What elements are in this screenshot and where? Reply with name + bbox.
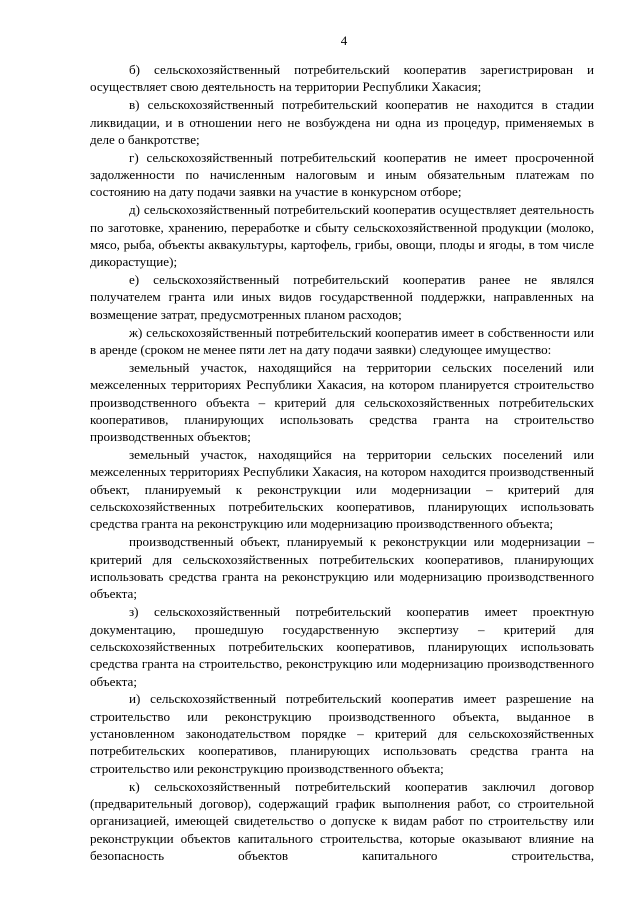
paragraph-zh: ж) сельскохозяйственный потребительский кооператив имеет в собственности или в аренде (сроком не менее пяти лет на дату подачи заявки) следующее имущество: (90, 324, 594, 357)
page-number: 4 (340, 33, 348, 48)
document-body (90, 61, 594, 865)
paragraph-d: д) сельскохозяйственный потребительский кооператив осуществляет деятельность по заготовке, хранению, переработке и сбыту сельскохозяйственной продукции (молоко, мясо, рыба, объекты аквакультуры, картофель, грибы, овощи, плоды и ягоды, в том числе дикорастущие); (90, 202, 594, 270)
paragraph-e: е) сельскохозяйственный потребительский кооператив ранее не являлся получателем гранта или иных видов государственной поддержки, направленных на возмещение затрат, предусмотренных планом расходов; (90, 272, 594, 322)
paragraph-land-plot-reconstruction: земельный участок, находящийся на территории сельских поселений или межселенных территориях Республики Хакасия, на котором находится производственный объект, планируемый к реконструкции или модернизации – критерий для сельскохозяйственных потребительских кооперативов, планирующих использовать средства гранта на реконструкцию или модернизацию производственного объекта; (90, 447, 594, 532)
paragraph-land-plot-construction: земельный участок, находящийся на территории сельских поселений или межселенных территориях Республики Хакасия, на котором планируется строительство производственного объекта – критерий для сельскохозяйственных потребительских кооперативов, планирующих использовать средства гранта на строительство производственных объектов; (90, 359, 594, 445)
paragraph-g: г) сельскохозяйственный потребительский кооператив не имеет просроченной задолженности по начисленным налоговым и иным обязательным платежам по состоянию на дату подачи заявки на участие в конкурсном отборе; (90, 149, 594, 200)
paragraph-k: к) сельскохозяйственный потребительский кооператив заключил договор (предварительный договор), содержащий график выполнения работ, со строительной организацией, имеющей свидетельство о допуске к видам работ по строительству или реконструкции объектов капитального строительства, которые оказывают влияние на безопасность объектов капитального строительства, (90, 778, 594, 863)
paragraph-b: б) сельскохозяйственный потребительский кооператив зарегистрирован и осуществляет свою деятельность на территории Республики Хакасия; (90, 62, 594, 95)
paragraph-z: з) сельскохозяйственный потребительский кооператив имеет проектную документацию, прошедшую государственную экспертизу – критерий для сельскохозяйственных потребительских кооперативов, планирующих использовать средства гранта на строительство, реконструкцию или модернизацию производственного объекта; (90, 604, 594, 689)
paragraph-i: и) сельскохозяйственный потребительский кооператив имеет разрешение на строительство или реконструкцию производственного объекта, выданное в установленном законодательством порядке – критерий для сельскохозяйственных потребительских кооперативов, планирующих использовать средства гранта на строительство или реконструкцию производственного объекта; (90, 691, 594, 776)
paragraph-v: в) сельскохозяйственный потребительский кооператив не находится в стадии ликвидации, и в отношении него не возбуждена ни одна из процедур, применяемых в деле о банкротстве; (90, 97, 594, 147)
paragraph-production-object: производственный объект, планируемый к реконструкции или модернизации – критерий для сельскохозяйственных потребительских кооперативов, планирующих использовать средства гранта на реконструкцию или модернизацию производственного объекта; (90, 534, 594, 602)
